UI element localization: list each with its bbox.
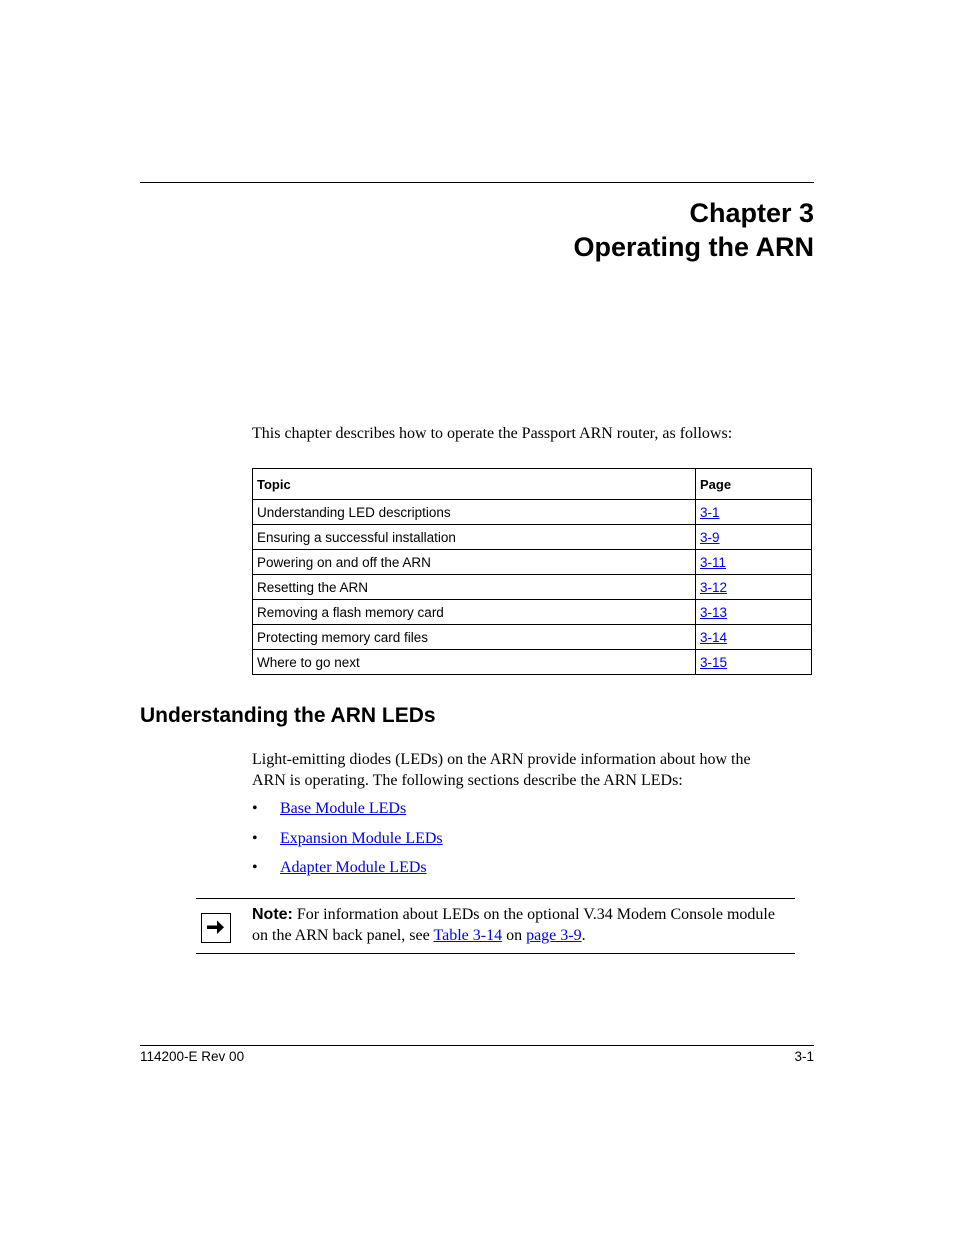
chapter-name: Operating the ARN (573, 232, 814, 262)
intro-text: This chapter describes how to operate the Passport ARN router, as follows: (252, 425, 733, 442)
page-link[interactable]: 3-1 (700, 504, 720, 520)
page-cell (696, 600, 812, 625)
arrow-right-icon (201, 913, 231, 943)
table-row (253, 600, 812, 625)
table-row (253, 575, 812, 600)
table-header-row (253, 469, 812, 500)
base-module-leds-link[interactable]: Base Module LEDs (280, 800, 407, 817)
bullet-icon: • (252, 800, 258, 817)
note-top-rule (196, 898, 795, 899)
top-rule (140, 182, 814, 183)
section-paragraph (252, 749, 812, 791)
topic-cell: Ensuring a successful installation (253, 525, 696, 550)
list-item (252, 828, 443, 858)
note-bottom-rule (196, 953, 795, 954)
page-cell (696, 525, 812, 550)
page-link[interactable]: 3-9 (700, 529, 720, 545)
note-body: For information about LEDs on the optional V.34 Modem Console module on the ARN back panel, see (252, 906, 775, 944)
page-link[interactable]: 3-11 (700, 554, 727, 570)
page-cell (696, 575, 812, 600)
list-item (252, 857, 443, 887)
topic-cell: Resetting the ARN (253, 575, 696, 600)
table-row (253, 625, 812, 650)
table-3-14-link[interactable]: Table 3-14 (433, 927, 503, 944)
header-topic: Topic (253, 469, 696, 500)
chapter-number: Chapter 3 (689, 198, 814, 228)
chapter-title (573, 196, 814, 264)
topic-cell: Removing a flash memory card (253, 600, 696, 625)
note-text (252, 904, 792, 946)
page-cell (696, 625, 812, 650)
topic-cell: Protecting memory card files (253, 625, 696, 650)
footer-rule (140, 1045, 814, 1046)
footer-page-number: 3-1 (794, 1049, 814, 1064)
footer-doc-id: 114200-E Rev 00 (140, 1049, 245, 1064)
bullet-icon: • (252, 829, 258, 847)
paragraph-line: ARN is operating. The following sections describe the ARN LEDs: (252, 772, 683, 789)
note-body: on (502, 927, 527, 944)
page-link[interactable]: 3-14 (700, 629, 728, 645)
page-cell (696, 650, 812, 675)
table-row (253, 525, 812, 550)
page-link[interactable]: 3-13 (700, 604, 728, 620)
page-link[interactable]: 3-15 (700, 654, 728, 670)
topic-cell: Understanding LED descriptions (253, 500, 696, 525)
adapter-module-leds-link[interactable]: Adapter Module LEDs (280, 859, 427, 876)
bullet-icon: • (252, 859, 258, 876)
page-3-9-link[interactable]: page 3-9 (526, 927, 582, 944)
topic-cell: Where to go next (253, 650, 696, 675)
topic-cell: Powering on and off the ARN (253, 550, 696, 575)
table-row (253, 650, 812, 675)
expansion-module-leds-link[interactable]: Expansion Module LEDs (280, 829, 443, 847)
arrow-right-glyph (202, 914, 229, 941)
note-label: Note: (252, 906, 293, 923)
list-item (252, 798, 443, 828)
page-cell (696, 550, 812, 575)
section-heading: Understanding the ARN LEDs (140, 704, 436, 727)
note-body: . (581, 927, 586, 944)
table-row (253, 500, 812, 525)
paragraph-line: Light-emitting diodes (LEDs) on the ARN provide information about how the (252, 751, 751, 768)
led-links-list (252, 798, 443, 887)
page-link[interactable]: 3-12 (700, 579, 728, 595)
topics-table (252, 468, 812, 675)
table-row (253, 550, 812, 575)
page-cell (696, 500, 812, 525)
header-page: Page (696, 469, 812, 500)
